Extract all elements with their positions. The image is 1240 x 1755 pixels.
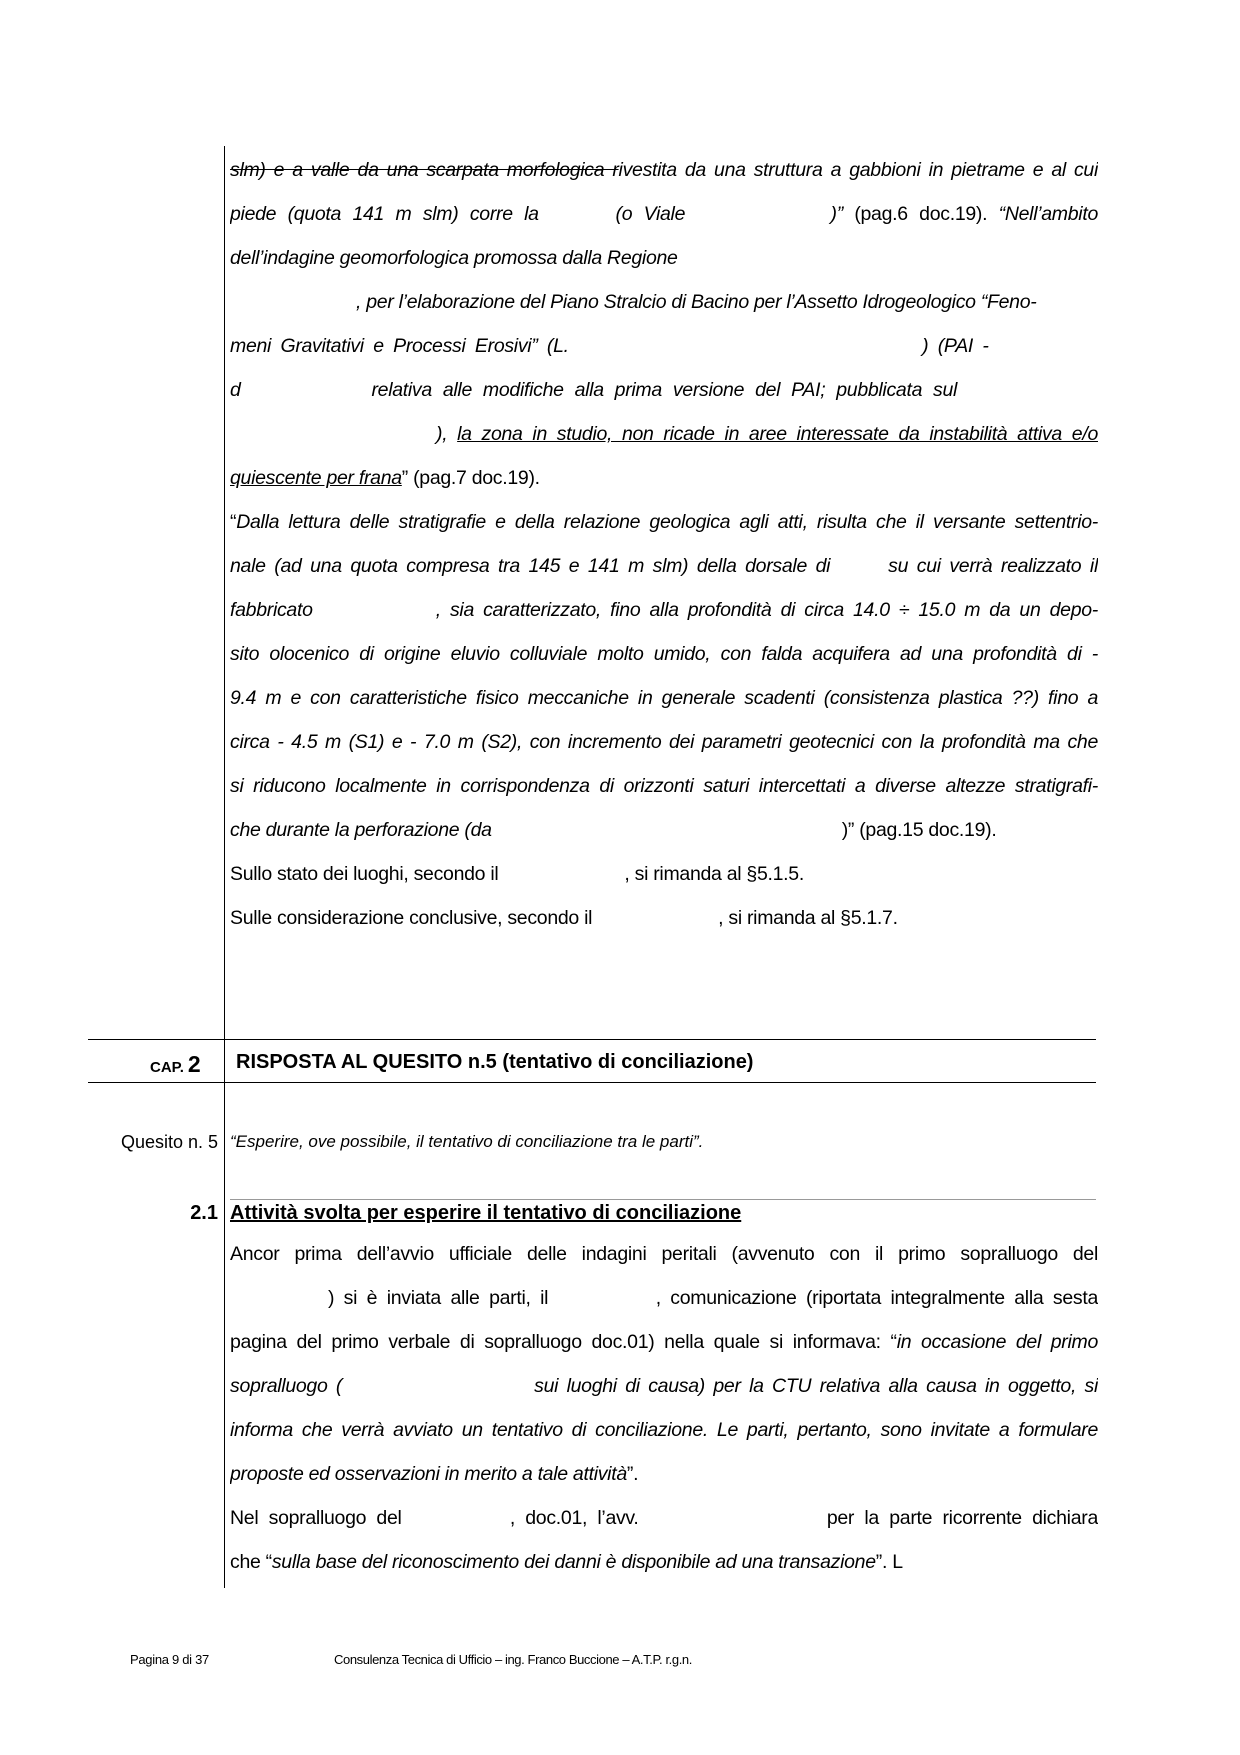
redacted-block [578,329,922,359]
redacted-block [230,285,356,315]
paragraph-conciliation [230,1232,1098,1496]
text-line: slm) e a valle da una scarpata morfologica rivestita da una struttura a gabbioni in pietrame e al cui [230,159,1098,181]
quesito-text: “Esperire, ove possibile, il tentativo di conciliazione tra le parti”. [230,1132,704,1151]
text-line: sito olocenico di origine eluvio colluviale molto umido, con falda acquifera ad una profondità di - [230,643,1098,665]
text-line: quiescente per frana” (pag.7 doc.19). [230,467,540,489]
redacted-block [230,1281,328,1311]
paragraph-stratigraphy [230,500,1098,852]
chapter-title: RISPOSTA AL QUESITO n.5 (tentativo di conciliazione) [236,1051,754,1073]
quesito-label: Quesito n. 5 [120,1132,218,1152]
text-line: , per l’elaborazione del Piano Stralcio di Bacino per l’Assetto Idrogeologico “Feno- [230,280,1098,324]
redacted-block [492,813,842,843]
paragraph-geomorphology [230,148,1098,500]
text-line: nale (ad una quota compresa tra 145 e 141 m slm) della dorsale di su cui verrà realizzato il [230,544,1098,588]
text-line: fabbricato , sia caratterizzato, fino alla profondità di circa 14.0 ÷ 15.0 m da un depo- [230,588,1098,632]
paragraph-references [230,852,1098,940]
footer-page-number: Pagina 9 di 37 [130,1652,209,1667]
text-line: Nel sopralluogo del , doc.01, l’avv. per la parte ricorrente dichiara [230,1496,1098,1540]
redacted-block [241,373,361,403]
text-line: Sulle considerazione conclusive, secondo il , si rimanda al §5.1.7. [230,896,1098,940]
redacted-block [498,857,624,887]
chapter-rule-bottom [88,1082,1096,1083]
paragraph-sopralluogo [230,1496,1098,1584]
redacted-block [412,1501,510,1531]
text-line: “Dalla lettura delle stratigrafie e della relazione geologica agli atti, risulta che il versante settentrio- [230,511,1098,533]
text-line: che “sulla base del riconoscimento dei danni è disponibile ad una transazione”. L [230,1540,1098,1584]
footer-reference: Consulenza Tecnica di Ufficio – ing. Franco Buccione – A.T.P. r.g.n. [334,1652,692,1667]
text-line: ) si è inviata alle parti, il , comunicazione (riportata integralmente alla sesta [230,1276,1098,1320]
redacted-block [550,197,604,227]
margin-rule [224,146,225,1588]
text-line: pagina del primo verbale di sopralluogo doc.01) nella quale si informava: “in occasione del primo [230,1331,1098,1353]
redacted-block [683,1646,989,1670]
text-line: Sullo stato dei luoghi, secondo il , si rimanda al §5.1.5. [230,852,1098,896]
text-line: sopralluogo ( sui luoghi di causa) per la CTU relativa alla causa in oggetto, si [230,1364,1098,1408]
redacted-block [903,1545,1037,1575]
text-line: che durante la perforazione (da )” (pag.15 doc.19). [230,808,1098,852]
text-line: dell’indagine geomorfologica promossa dalla Regione [230,236,1098,280]
text-line: ), la zona in studio, non ricade in aree interessate da instabilità attiva e/o [230,412,1098,456]
redacted-block [592,901,718,931]
redacted-block [697,197,831,227]
text-line: meni Gravitativi e Processi Erosivi” (L. ) (PAI - [230,324,1098,368]
text-line: informa che verrà avviato un tentativo di conciliazione. Le parti, pertanto, sono invitate a formulare [230,1419,1098,1441]
redacted-block [830,549,888,579]
text-line: piede (quota 141 m slm) corre la (o Viale )” (pag.6 doc.19). “Nell’ambito [230,192,1098,236]
redacted-block [998,329,1098,359]
redacted-block [968,373,1098,403]
text-line: 9.4 m e con caratteristiche fisico meccaniche in generale scadenti (consistenza plastica ??) fino a [230,687,1098,709]
section-number: 2.1 [190,1202,218,1224]
chapter-number: CAP. 2 [150,1051,201,1077]
section-title: Attività svolta per esperire il tentativo di conciliazione [230,1202,742,1224]
text-line: proposte ed osservazioni in merito a tale attività”. [230,1463,639,1485]
text-line: Ancor prima dell’avvio ufficiale delle indagini peritali (avvenuto con il primo sopralluogo del [230,1243,1098,1265]
text-line: circa - 4.5 m (S1) e - 7.0 m (S2), con incremento dei parametri geotecnici con la profondità ma che [230,731,1098,753]
section-rule [230,1199,1096,1200]
redacted-block [230,417,436,447]
redacted-block [322,593,436,623]
text-line: d relativa alle modifiche alla prima versione del PAI; pubblicata sul [230,368,1098,412]
redacted-block [342,1369,534,1399]
redacted-block [558,1281,656,1311]
redacted-block [678,241,1066,271]
text-line: si riducono localmente in corrispondenza di orizzonti saturi intercettati a diverse altezze stratigrafi- [230,775,1098,797]
chapter-rule-top [88,1039,1096,1040]
redacted-block [639,1501,817,1531]
